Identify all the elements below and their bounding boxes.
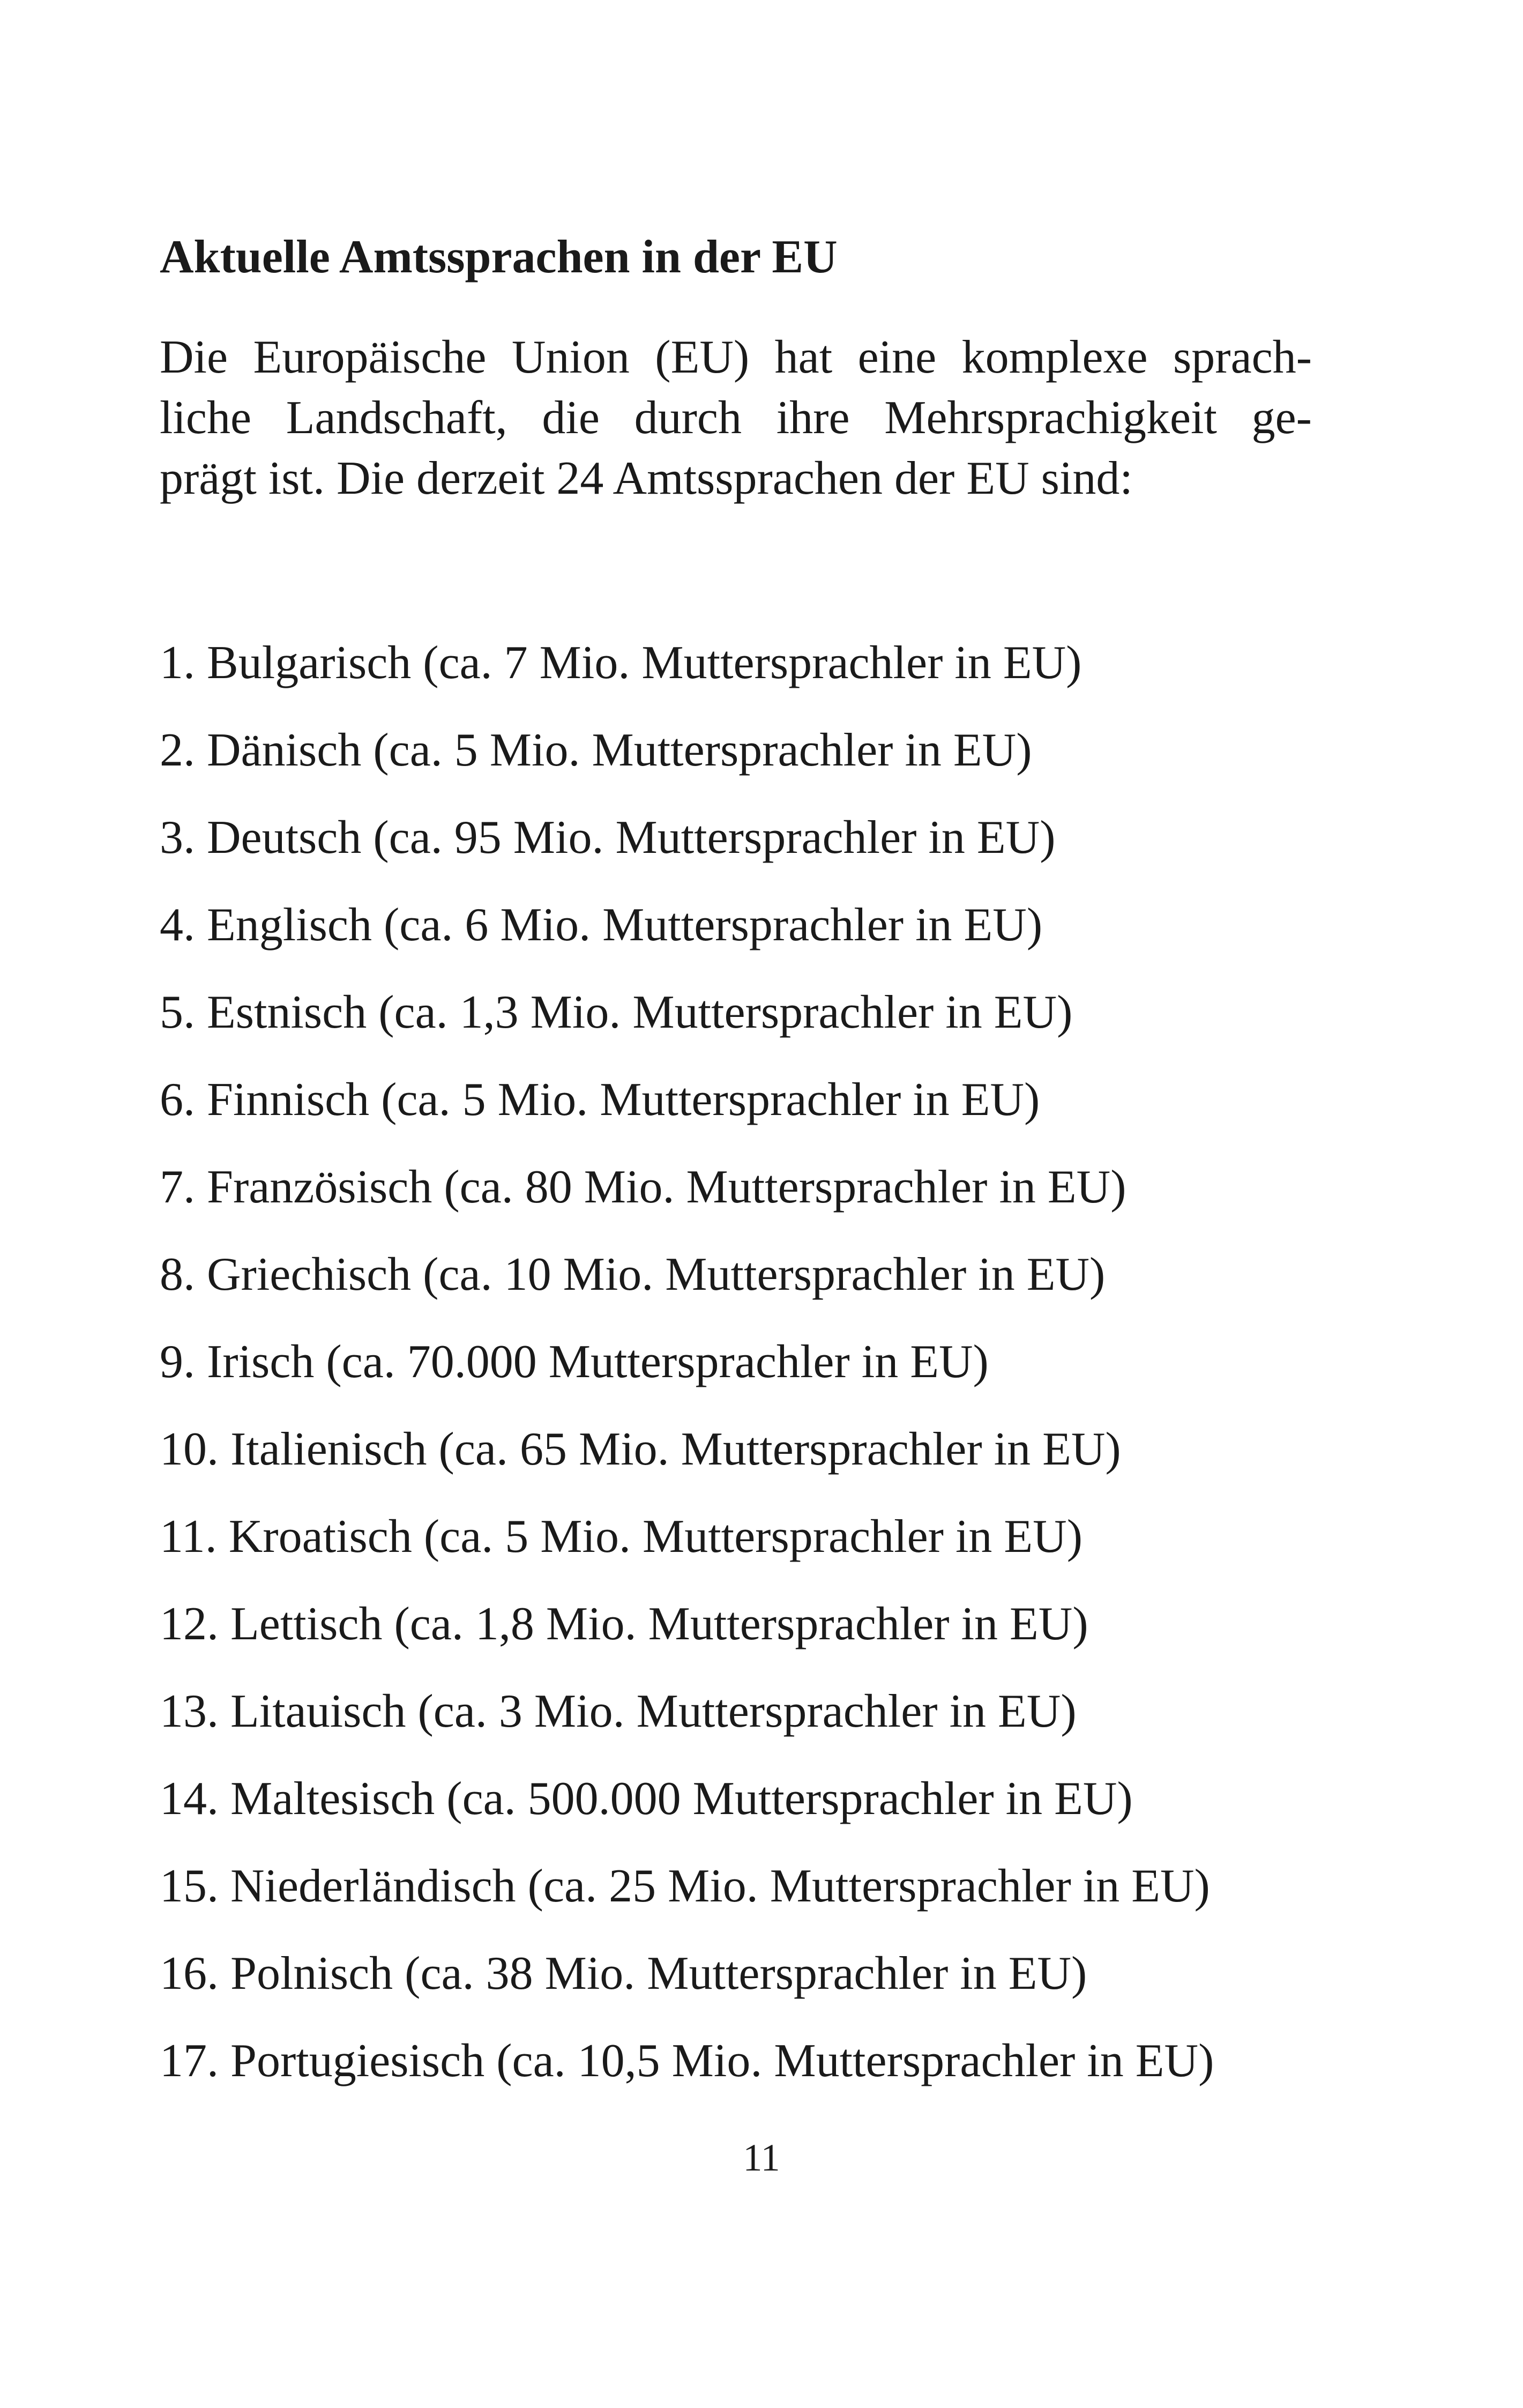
list-item: 10. Italienisch (ca. 65 Mio. Muttersprachler in EU) xyxy=(160,1423,1121,1475)
language-list xyxy=(160,619,1214,2105)
intro-line: prägt ist. Die derzeit 24 Amtssprachen der EU sind: xyxy=(160,452,1133,504)
list-item: 16. Polnisch (ca. 38 Mio. Muttersprachler in EU) xyxy=(160,1948,1087,2000)
intro-line: liche Landschaft, die durch ihre Mehrsprachigkeit ge- xyxy=(160,392,1312,444)
list-item: 11. Kroatisch (ca. 5 Mio. Muttersprachler in EU) xyxy=(160,1511,1083,1563)
list-item: 4. Englisch (ca. 6 Mio. Muttersprachler in EU) xyxy=(160,899,1043,951)
section-heading: Aktuelle Amtssprachen in der EU xyxy=(160,231,838,283)
intro-paragraph xyxy=(160,327,1312,509)
list-item: 5. Estnisch (ca. 1,3 Mio. Muttersprachler in EU) xyxy=(160,986,1073,1038)
list-item: 9. Irisch (ca. 70.000 Muttersprachler in EU) xyxy=(160,1336,989,1388)
page-number: 11 xyxy=(743,2136,780,2179)
list-item: 1. Bulgarisch (ca. 7 Mio. Muttersprachler in EU) xyxy=(160,637,1082,689)
list-item: 3. Deutsch (ca. 95 Mio. Muttersprachler in EU) xyxy=(160,812,1056,864)
list-item: 2. Dänisch (ca. 5 Mio. Muttersprachler in EU) xyxy=(160,724,1032,776)
list-item: 14. Maltesisch (ca. 500.000 Muttersprachler in EU) xyxy=(160,1773,1133,1825)
list-item: 12. Lettisch (ca. 1,8 Mio. Muttersprachler in EU) xyxy=(160,1598,1088,1650)
list-item: 7. Französisch (ca. 80 Mio. Muttersprachler in EU) xyxy=(160,1161,1126,1213)
list-item: 8. Griechisch (ca. 10 Mio. Muttersprachler in EU) xyxy=(160,1248,1106,1300)
list-item: 15. Niederländisch (ca. 25 Mio. Muttersprachler in EU) xyxy=(160,1860,1210,1912)
list-item: 17. Portugiesisch (ca. 10,5 Mio. Muttersprachler in EU) xyxy=(160,2035,1214,2087)
list-item: 6. Finnisch (ca. 5 Mio. Muttersprachler in EU) xyxy=(160,1074,1040,1126)
list-item: 13. Litauisch (ca. 3 Mio. Muttersprachler in EU) xyxy=(160,1685,1077,1737)
intro-line: Die Europäische Union (EU) hat eine komplexe sprach- xyxy=(160,331,1312,383)
